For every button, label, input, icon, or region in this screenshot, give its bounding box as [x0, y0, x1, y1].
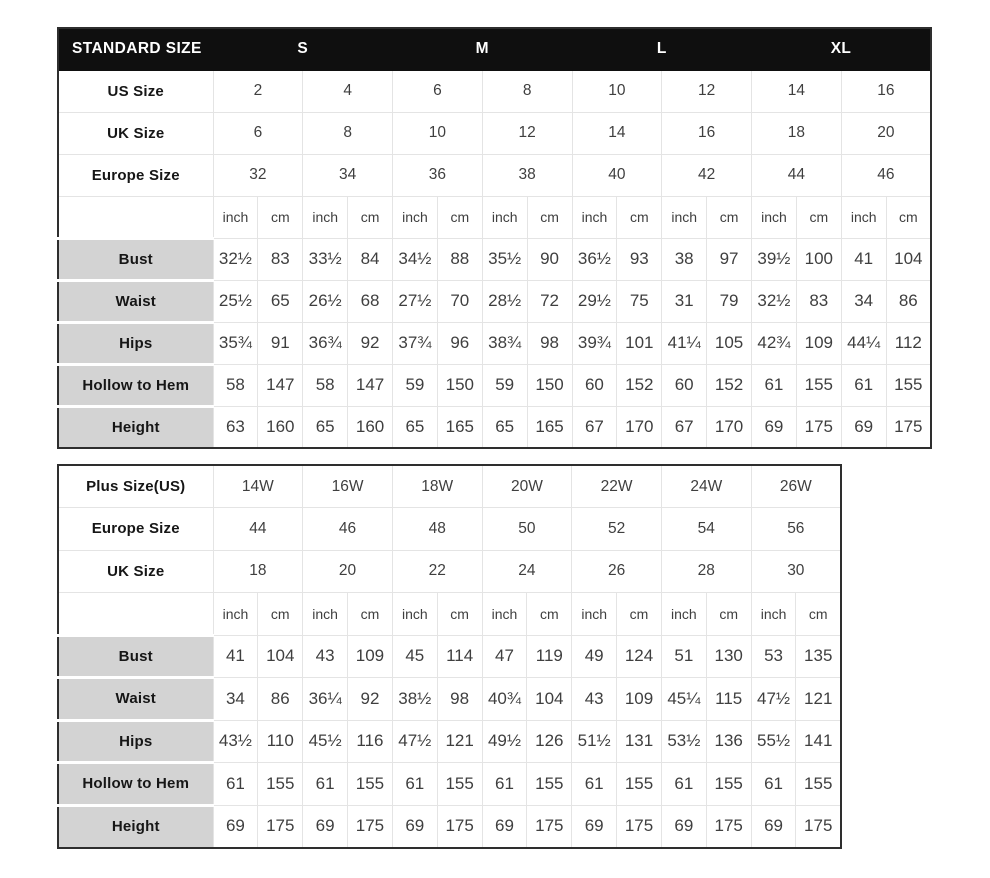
measure-value-cell: 58: [303, 364, 348, 406]
measure-value-cell: 170: [707, 406, 752, 448]
measure-value-cell: 43: [572, 678, 617, 721]
unit-cell-cm: cm: [527, 593, 572, 636]
size-value-cell: 14: [752, 70, 842, 112]
size-value-cell: 6: [393, 70, 483, 112]
measure-value-cell: 61: [482, 763, 527, 806]
row-label-hips: Hips: [58, 322, 213, 364]
measure-value-cell: 155: [348, 763, 393, 806]
size-value-cell: 10: [393, 112, 483, 154]
measure-value-cell: 53½: [661, 720, 706, 763]
measure-value-cell: 119: [527, 635, 572, 678]
measure-value-cell: 69: [572, 805, 617, 848]
measure-value-cell: 69: [213, 805, 258, 848]
row-us-size: [58, 70, 931, 112]
measure-value-cell: 26½: [303, 280, 348, 322]
measure-value-cell: 39½: [752, 238, 797, 280]
size-value-cell: 30: [751, 550, 841, 593]
row-label-plus-size-us: Plus Size(US): [58, 465, 213, 508]
measure-value-cell: 41¼: [662, 322, 707, 364]
unit-cell-cm: cm: [258, 593, 303, 636]
measure-value-cell: 175: [796, 406, 841, 448]
measure-value-cell: 69: [482, 805, 527, 848]
row-hips: [58, 720, 841, 763]
size-value-cell: 20: [303, 550, 393, 593]
measure-value-cell: 175: [527, 805, 572, 848]
row-uk-size: [58, 550, 841, 593]
size-value-cell: 44: [213, 508, 303, 551]
measure-value-cell: 58: [213, 364, 258, 406]
measure-value-cell: 31: [662, 280, 707, 322]
measure-value-cell: 61: [392, 763, 437, 806]
unit-cell-cm: cm: [617, 196, 662, 238]
row-label-height: Height: [58, 406, 213, 448]
size-group-header-row: [58, 28, 931, 70]
size-value-cell: 48: [392, 508, 482, 551]
measure-value-cell: 33½: [303, 238, 348, 280]
measure-value-cell: 92: [348, 322, 393, 364]
measure-value-cell: 79: [707, 280, 752, 322]
measure-value-cell: 121: [796, 678, 841, 721]
row-label-us-size: US Size: [58, 70, 213, 112]
measure-value-cell: 61: [752, 364, 797, 406]
measure-value-cell: 155: [258, 763, 303, 806]
row-bust: [58, 238, 931, 280]
size-value-cell: 50: [482, 508, 572, 551]
measure-value-cell: 75: [617, 280, 662, 322]
measure-value-cell: 92: [348, 678, 393, 721]
measure-value-cell: 91: [258, 322, 303, 364]
measure-value-cell: 165: [437, 406, 482, 448]
row-label-europe-size: Europe Size: [58, 508, 213, 551]
measure-value-cell: 55½: [751, 720, 796, 763]
unit-cell-cm: cm: [437, 593, 482, 636]
row-label-waist: Waist: [58, 280, 213, 322]
measure-value-cell: 61: [572, 763, 617, 806]
size-value-cell: 14W: [213, 465, 303, 508]
measure-value-cell: 36¾: [303, 322, 348, 364]
unit-cell-inch: inch: [661, 593, 706, 636]
measure-value-cell: 147: [258, 364, 303, 406]
measure-value-cell: 100: [796, 238, 841, 280]
measure-value-cell: 47½: [751, 678, 796, 721]
size-value-cell: 26W: [751, 465, 841, 508]
measure-value-cell: 69: [752, 406, 797, 448]
size-value-cell: 22: [392, 550, 482, 593]
measure-value-cell: 49: [572, 635, 617, 678]
measure-value-cell: 116: [348, 720, 393, 763]
measure-value-cell: 41: [841, 238, 886, 280]
measure-value-cell: 131: [617, 720, 662, 763]
unit-cell-cm: cm: [437, 196, 482, 238]
row-plus-size-us: [58, 465, 841, 508]
size-value-cell: 12: [482, 112, 572, 154]
size-value-cell: 42: [662, 154, 752, 196]
row-label-uk-size: UK Size: [58, 550, 213, 593]
measure-value-cell: 104: [258, 635, 303, 678]
size-value-cell: 18: [752, 112, 842, 154]
size-value-cell: 24: [482, 550, 572, 593]
size-value-cell: 46: [841, 154, 931, 196]
size-group-m: M: [393, 28, 573, 70]
unit-cell-cm: cm: [527, 196, 572, 238]
size-value-cell: 56: [751, 508, 841, 551]
measure-value-cell: 152: [617, 364, 662, 406]
measure-value-cell: 70: [437, 280, 482, 322]
size-value-cell: 20W: [482, 465, 572, 508]
row-waist: [58, 280, 931, 322]
measure-value-cell: 155: [617, 763, 662, 806]
row-label-uk-size: UK Size: [58, 112, 213, 154]
size-value-cell: 44: [752, 154, 842, 196]
measure-value-cell: 47½: [392, 720, 437, 763]
measure-value-cell: 141: [796, 720, 841, 763]
measure-value-cell: 126: [527, 720, 572, 763]
measure-value-cell: 104: [886, 238, 931, 280]
unit-cell-inch: inch: [213, 196, 258, 238]
measure-value-cell: 61: [841, 364, 886, 406]
measure-value-cell: 155: [886, 364, 931, 406]
measure-value-cell: 34½: [393, 238, 438, 280]
row-label-waist: Waist: [58, 678, 213, 721]
size-value-cell: 4: [303, 70, 393, 112]
row-height: [58, 406, 931, 448]
row-europe-size: [58, 508, 841, 551]
row-label-bust: Bust: [58, 238, 213, 280]
measure-value-cell: 170: [617, 406, 662, 448]
row-label-bust: Bust: [58, 635, 213, 678]
size-value-cell: 14: [572, 112, 662, 154]
measure-value-cell: 109: [348, 635, 393, 678]
measure-value-cell: 65: [258, 280, 303, 322]
unit-cell-inch: inch: [572, 196, 617, 238]
unit-cell-inch: inch: [841, 196, 886, 238]
measure-value-cell: 175: [258, 805, 303, 848]
measure-value-cell: 150: [437, 364, 482, 406]
measure-value-cell: 38: [662, 238, 707, 280]
measure-value-cell: 51: [661, 635, 706, 678]
unit-cell-cm: cm: [707, 196, 752, 238]
size-value-cell: 40: [572, 154, 662, 196]
measure-value-cell: 175: [706, 805, 751, 848]
measure-value-cell: 90: [527, 238, 572, 280]
measure-value-cell: 25½: [213, 280, 258, 322]
measure-value-cell: 61: [303, 763, 348, 806]
unit-cell-cm: cm: [258, 196, 303, 238]
measure-value-cell: 32½: [213, 238, 258, 280]
unit-cell-cm: cm: [706, 593, 751, 636]
size-value-cell: 26: [572, 550, 662, 593]
size-group-xl: XL: [752, 28, 932, 70]
measure-value-cell: 121: [437, 720, 482, 763]
size-value-cell: 16W: [303, 465, 393, 508]
size-value-cell: 18W: [392, 465, 482, 508]
unit-cell-inch: inch: [662, 196, 707, 238]
size-value-cell: 34: [303, 154, 393, 196]
measure-value-cell: 155: [796, 763, 841, 806]
size-value-cell: 52: [572, 508, 662, 551]
size-value-cell: 6: [213, 112, 303, 154]
measure-value-cell: 37¾: [393, 322, 438, 364]
row-label-europe-size: Europe Size: [58, 154, 213, 196]
measure-value-cell: 35½: [482, 238, 527, 280]
size-value-cell: 16: [662, 112, 752, 154]
measure-value-cell: 45: [392, 635, 437, 678]
measure-value-cell: 160: [258, 406, 303, 448]
measure-value-cell: 63: [213, 406, 258, 448]
measure-value-cell: 175: [617, 805, 662, 848]
measure-value-cell: 175: [437, 805, 482, 848]
measure-value-cell: 59: [482, 364, 527, 406]
measure-value-cell: 135: [796, 635, 841, 678]
measure-value-cell: 160: [348, 406, 393, 448]
measure-value-cell: 114: [437, 635, 482, 678]
measure-value-cell: 65: [303, 406, 348, 448]
measure-value-cell: 93: [617, 238, 662, 280]
row-waist: [58, 678, 841, 721]
size-value-cell: 2: [213, 70, 303, 112]
measure-value-cell: 86: [258, 678, 303, 721]
standard-size-title: STANDARD SIZE: [58, 28, 213, 70]
unit-cell-cm: cm: [348, 593, 393, 636]
measure-value-cell: 39¾: [572, 322, 617, 364]
row-label-hollow-to-hem: Hollow to Hem: [58, 763, 213, 806]
measure-value-cell: 44¼: [841, 322, 886, 364]
measure-value-cell: 96: [437, 322, 482, 364]
measure-value-cell: 51½: [572, 720, 617, 763]
measure-value-cell: 72: [527, 280, 572, 322]
unit-cell-inch: inch: [572, 593, 617, 636]
unit-row: [58, 593, 841, 636]
measure-value-cell: 43½: [213, 720, 258, 763]
measure-value-cell: 152: [707, 364, 752, 406]
measure-value-cell: 38½: [392, 678, 437, 721]
unit-cell-cm: cm: [348, 196, 393, 238]
measure-value-cell: 36½: [572, 238, 617, 280]
measure-value-cell: 97: [707, 238, 752, 280]
unit-cell-inch: inch: [482, 593, 527, 636]
unit-cell-inch: inch: [482, 196, 527, 238]
size-group-s: S: [213, 28, 393, 70]
measure-value-cell: 69: [751, 805, 796, 848]
measure-value-cell: 155: [437, 763, 482, 806]
measure-value-cell: 53: [751, 635, 796, 678]
size-value-cell: 8: [303, 112, 393, 154]
measure-value-cell: 43: [303, 635, 348, 678]
measure-value-cell: 49½: [482, 720, 527, 763]
unit-row: [58, 196, 931, 238]
measure-value-cell: 69: [392, 805, 437, 848]
measure-value-cell: 175: [886, 406, 931, 448]
row-europe-size: [58, 154, 931, 196]
measure-value-cell: 98: [527, 322, 572, 364]
unit-cell-inch: inch: [303, 593, 348, 636]
measure-value-cell: 32½: [752, 280, 797, 322]
measure-value-cell: 34: [213, 678, 258, 721]
measure-value-cell: 45½: [303, 720, 348, 763]
row-hips: [58, 322, 931, 364]
measure-value-cell: 155: [706, 763, 751, 806]
unit-cell-inch: inch: [303, 196, 348, 238]
unit-cell-cm: cm: [617, 593, 662, 636]
measure-value-cell: 175: [348, 805, 393, 848]
size-value-cell: 18: [213, 550, 303, 593]
measure-value-cell: 83: [258, 238, 303, 280]
size-value-cell: 12: [662, 70, 752, 112]
plus-size-table: [57, 464, 842, 849]
measure-value-cell: 115: [706, 678, 751, 721]
measure-value-cell: 65: [482, 406, 527, 448]
measure-value-cell: 67: [572, 406, 617, 448]
measure-value-cell: 61: [213, 763, 258, 806]
unit-row-blank-cell: [58, 593, 213, 636]
measure-value-cell: 36¼: [303, 678, 348, 721]
size-value-cell: 38: [482, 154, 572, 196]
size-value-cell: 20: [841, 112, 931, 154]
measure-value-cell: 165: [527, 406, 572, 448]
row-hollow-to-hem: [58, 763, 841, 806]
measure-value-cell: 109: [796, 322, 841, 364]
unit-cell-cm: cm: [886, 196, 931, 238]
measure-value-cell: 101: [617, 322, 662, 364]
row-bust: [58, 635, 841, 678]
measure-value-cell: 84: [348, 238, 393, 280]
measure-value-cell: 67: [662, 406, 707, 448]
row-label-height: Height: [58, 805, 213, 848]
measure-value-cell: 88: [437, 238, 482, 280]
measure-value-cell: 35¾: [213, 322, 258, 364]
row-uk-size: [58, 112, 931, 154]
size-value-cell: 54: [661, 508, 751, 551]
size-value-cell: 24W: [661, 465, 751, 508]
measure-value-cell: 59: [393, 364, 438, 406]
standard-size-table: [57, 27, 932, 449]
unit-cell-inch: inch: [213, 593, 258, 636]
measure-value-cell: 150: [527, 364, 572, 406]
row-label-hips: Hips: [58, 720, 213, 763]
size-value-cell: 8: [482, 70, 572, 112]
measure-value-cell: 41: [213, 635, 258, 678]
measure-value-cell: 175: [796, 805, 841, 848]
measure-value-cell: 42¾: [752, 322, 797, 364]
measure-value-cell: 61: [661, 763, 706, 806]
size-value-cell: 22W: [572, 465, 662, 508]
measure-value-cell: 130: [706, 635, 751, 678]
measure-value-cell: 147: [348, 364, 393, 406]
measure-value-cell: 105: [707, 322, 752, 364]
size-value-cell: 16: [841, 70, 931, 112]
measure-value-cell: 110: [258, 720, 303, 763]
row-hollow-to-hem: [58, 364, 931, 406]
measure-value-cell: 45¼: [661, 678, 706, 721]
size-value-cell: 32: [213, 154, 303, 196]
measure-value-cell: 29½: [572, 280, 617, 322]
measure-value-cell: 28½: [482, 280, 527, 322]
measure-value-cell: 104: [527, 678, 572, 721]
measure-value-cell: 65: [393, 406, 438, 448]
unit-cell-cm: cm: [796, 593, 841, 636]
measure-value-cell: 27½: [393, 280, 438, 322]
size-value-cell: 46: [303, 508, 393, 551]
measure-value-cell: 34: [841, 280, 886, 322]
row-label-hollow-to-hem: Hollow to Hem: [58, 364, 213, 406]
measure-value-cell: 155: [796, 364, 841, 406]
unit-cell-inch: inch: [393, 196, 438, 238]
measure-value-cell: 112: [886, 322, 931, 364]
measure-value-cell: 60: [572, 364, 617, 406]
size-value-cell: 28: [661, 550, 751, 593]
measure-value-cell: 155: [527, 763, 572, 806]
measure-value-cell: 68: [348, 280, 393, 322]
unit-row-blank-cell: [58, 196, 213, 238]
measure-value-cell: 86: [886, 280, 931, 322]
unit-cell-inch: inch: [751, 593, 796, 636]
size-value-cell: 36: [393, 154, 483, 196]
measure-value-cell: 69: [661, 805, 706, 848]
measure-value-cell: 47: [482, 635, 527, 678]
measure-value-cell: 124: [617, 635, 662, 678]
size-group-l: L: [572, 28, 752, 70]
measure-value-cell: 136: [706, 720, 751, 763]
measure-value-cell: 98: [437, 678, 482, 721]
size-value-cell: 10: [572, 70, 662, 112]
measure-value-cell: 61: [751, 763, 796, 806]
measure-value-cell: 60: [662, 364, 707, 406]
measure-value-cell: 69: [841, 406, 886, 448]
measure-value-cell: 69: [303, 805, 348, 848]
measure-value-cell: 40¾: [482, 678, 527, 721]
row-height: [58, 805, 841, 848]
measure-value-cell: 109: [617, 678, 662, 721]
unit-cell-cm: cm: [796, 196, 841, 238]
unit-cell-inch: inch: [392, 593, 437, 636]
measure-value-cell: 83: [796, 280, 841, 322]
unit-cell-inch: inch: [752, 196, 797, 238]
measure-value-cell: 38¾: [482, 322, 527, 364]
